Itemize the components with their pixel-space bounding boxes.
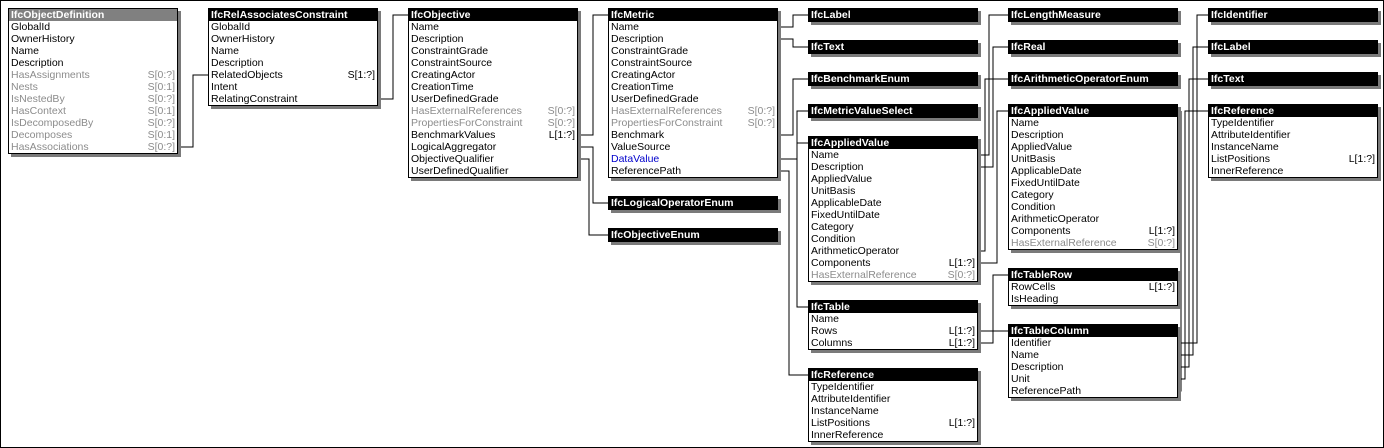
attribute-row[interactable] bbox=[209, 69, 377, 81]
attribute-name: UserDefinedQualifier bbox=[411, 165, 509, 177]
attribute-row[interactable] bbox=[1009, 337, 1177, 349]
entity-ifcreference-2[interactable] bbox=[1208, 104, 1378, 178]
attribute-name: Category bbox=[811, 221, 854, 233]
attribute-name: CreatingActor bbox=[611, 69, 676, 81]
attribute-row[interactable] bbox=[809, 269, 977, 281]
attribute-row[interactable] bbox=[609, 69, 777, 81]
attribute-name: Components bbox=[1011, 225, 1071, 237]
attribute-name: Identifier bbox=[1011, 337, 1052, 349]
attribute-row[interactable] bbox=[409, 33, 577, 45]
attribute-row[interactable] bbox=[209, 93, 377, 105]
entity-title[interactable]: IfcBenchmarkEnum bbox=[809, 73, 977, 85]
attribute-name: FixedUntilDate bbox=[811, 209, 880, 221]
attribute-row[interactable] bbox=[209, 81, 377, 93]
attribute-cardinality: S[0:?] bbox=[547, 105, 575, 117]
attribute-name: HasAssociations bbox=[11, 141, 89, 153]
entity-title[interactable]: IfcReference bbox=[1209, 105, 1377, 117]
attribute-cardinality: S[0:?] bbox=[1147, 237, 1175, 249]
entity-title[interactable]: IfcLabel bbox=[1209, 41, 1377, 53]
attribute-cardinality: S[0:?] bbox=[147, 117, 175, 129]
attribute-name: Condition bbox=[811, 233, 856, 245]
attribute-name: Columns bbox=[811, 337, 853, 349]
attribute-name: AppliedValue bbox=[811, 173, 873, 185]
attribute-row[interactable] bbox=[809, 209, 977, 221]
attribute-row[interactable] bbox=[9, 69, 177, 81]
attribute-row[interactable] bbox=[409, 129, 577, 141]
attribute-cardinality: S[1:?] bbox=[347, 69, 375, 81]
attribute-row[interactable] bbox=[409, 69, 577, 81]
attribute-row[interactable] bbox=[809, 221, 977, 233]
entity-ifcappliedvalue-1[interactable] bbox=[808, 136, 978, 282]
attribute-row[interactable] bbox=[9, 105, 177, 117]
attribute-cardinality: S[0:1] bbox=[147, 105, 175, 117]
attribute-row[interactable] bbox=[409, 141, 577, 153]
attribute-row[interactable] bbox=[1209, 153, 1377, 165]
attribute-cardinality: S[0:?] bbox=[147, 69, 175, 81]
attribute-row[interactable] bbox=[1209, 117, 1377, 129]
attribute-cardinality: L[1:?] bbox=[948, 325, 975, 337]
attribute-name: HasExternalReference bbox=[811, 269, 917, 281]
attribute-row[interactable] bbox=[609, 129, 777, 141]
attribute-row[interactable] bbox=[809, 417, 977, 429]
attribute-name: InstanceName bbox=[811, 405, 879, 417]
entity-title[interactable]: IfcReference bbox=[809, 369, 977, 381]
entity-ifcreal[interactable] bbox=[1008, 40, 1178, 54]
attribute-name: Name bbox=[411, 21, 440, 33]
attribute-row[interactable] bbox=[809, 325, 977, 337]
attribute-name: Nests bbox=[11, 81, 38, 93]
attribute-row[interactable] bbox=[409, 165, 577, 177]
entity-title[interactable]: IfcObjectDefinition bbox=[9, 9, 177, 21]
attribute-row[interactable] bbox=[609, 153, 777, 165]
attribute-row[interactable] bbox=[809, 173, 977, 185]
attribute-row[interactable] bbox=[1009, 349, 1177, 361]
entity-title[interactable]: IfcText bbox=[1209, 73, 1377, 85]
attribute-name: RelatedObjects bbox=[211, 69, 283, 81]
attribute-cardinality: S[0:1] bbox=[147, 81, 175, 93]
attribute-name: TypeIdentifier bbox=[1211, 117, 1275, 129]
entity-ifctext-2[interactable] bbox=[1208, 72, 1378, 86]
attribute-row[interactable] bbox=[1009, 293, 1177, 305]
attribute-row[interactable] bbox=[1209, 141, 1377, 153]
attribute-cardinality: S[0:?] bbox=[747, 105, 775, 117]
attribute-row[interactable] bbox=[809, 381, 977, 393]
attribute-row[interactable] bbox=[609, 45, 777, 57]
entity-ifcobjectiveenum[interactable] bbox=[608, 228, 778, 242]
entity-ifcobjective[interactable] bbox=[408, 8, 578, 178]
attribute-name: Intent bbox=[211, 81, 238, 93]
attribute-name: AttributeIdentifier bbox=[811, 393, 891, 405]
attribute-name: FixedUntilDate bbox=[1011, 177, 1080, 189]
entity-title[interactable]: IfcObjectiveEnum bbox=[609, 229, 777, 241]
attribute-name: LogicalAggregator bbox=[411, 141, 497, 153]
attribute-name: PropertiesForConstraint bbox=[411, 117, 523, 129]
entity-ifclengthmeasure[interactable] bbox=[1008, 8, 1178, 22]
entity-ifclabel-2[interactable] bbox=[1208, 40, 1378, 54]
attribute-row[interactable] bbox=[809, 313, 977, 325]
attribute-name: ListPositions bbox=[1211, 153, 1270, 165]
attribute-row[interactable] bbox=[609, 141, 777, 153]
attribute-row[interactable] bbox=[809, 161, 977, 173]
attribute-cardinality: S[0:?] bbox=[147, 141, 175, 153]
attribute-name: HasAssignments bbox=[11, 69, 90, 81]
attribute-row[interactable] bbox=[1209, 129, 1377, 141]
attribute-name: Name bbox=[211, 45, 240, 57]
attribute-name: InnerReference bbox=[1211, 165, 1284, 177]
attribute-row[interactable] bbox=[1009, 129, 1177, 141]
attribute-name: PropertiesForConstraint bbox=[611, 117, 723, 129]
attribute-row[interactable] bbox=[1009, 153, 1177, 165]
attribute-name: GlobalId bbox=[211, 21, 251, 33]
attribute-row[interactable] bbox=[809, 405, 977, 417]
entity-title[interactable]: IfcAppliedValue bbox=[809, 137, 977, 149]
attribute-name: Name bbox=[1011, 349, 1040, 361]
entity-title[interactable]: IfcTableColumn bbox=[1009, 325, 1177, 337]
entity-title[interactable]: IfcIdentifier bbox=[1209, 9, 1377, 21]
entity-title[interactable]: IfcArithmeticOperatorEnum bbox=[1009, 73, 1177, 85]
attribute-name: ConstraintSource bbox=[611, 57, 693, 69]
attribute-row[interactable] bbox=[409, 21, 577, 33]
attribute-name: ListPositions bbox=[811, 417, 870, 429]
attribute-name: CreatingActor bbox=[411, 69, 476, 81]
attribute-cardinality: S[0:?] bbox=[747, 117, 775, 129]
attribute-row[interactable] bbox=[409, 81, 577, 93]
attribute-row[interactable] bbox=[609, 117, 777, 129]
attribute-row[interactable] bbox=[9, 33, 177, 45]
attribute-name: CreationTime bbox=[411, 81, 474, 93]
attribute-row[interactable] bbox=[809, 393, 977, 405]
attribute-name: OwnerHistory bbox=[11, 33, 75, 45]
attribute-row[interactable] bbox=[1009, 361, 1177, 373]
entity-ifctablerow[interactable] bbox=[1008, 268, 1178, 306]
attribute-row[interactable] bbox=[9, 129, 177, 141]
attribute-row[interactable] bbox=[609, 93, 777, 105]
entity-title[interactable]: IfcAppliedValue bbox=[1009, 105, 1177, 117]
attribute-row[interactable] bbox=[1009, 213, 1177, 225]
attribute-name: RelatingConstraint bbox=[211, 93, 298, 105]
entity-ifctablecolumn[interactable] bbox=[1008, 324, 1178, 398]
entity-ifclabel-1[interactable] bbox=[808, 8, 978, 22]
entity-title[interactable]: IfcMetric bbox=[609, 9, 777, 21]
attribute-name: IsHeading bbox=[1011, 293, 1059, 305]
attribute-row[interactable] bbox=[1009, 117, 1177, 129]
attribute-cardinality: L[1:?] bbox=[1348, 153, 1375, 165]
attribute-row[interactable] bbox=[1009, 201, 1177, 213]
entity-title[interactable]: IfcTable bbox=[809, 301, 977, 313]
attribute-row[interactable] bbox=[409, 93, 577, 105]
attribute-row[interactable] bbox=[409, 117, 577, 129]
attribute-row[interactable] bbox=[609, 57, 777, 69]
attribute-cardinality: L[1:?] bbox=[548, 129, 575, 141]
entity-ifctable[interactable] bbox=[808, 300, 978, 350]
attribute-row[interactable] bbox=[209, 33, 377, 45]
entity-ifctext-1[interactable] bbox=[808, 40, 978, 54]
attribute-name: Rows bbox=[811, 325, 838, 337]
attribute-cardinality: S[0:?] bbox=[547, 117, 575, 129]
attribute-name: ConstraintGrade bbox=[411, 45, 489, 57]
attribute-name: BenchmarkValues bbox=[411, 129, 496, 141]
attribute-row[interactable] bbox=[9, 141, 177, 153]
attribute-cardinality: S[0:?] bbox=[947, 269, 975, 281]
attribute-name: Description bbox=[811, 161, 864, 173]
attribute-cardinality: S[0:?] bbox=[147, 93, 175, 105]
attribute-name: AppliedValue bbox=[1011, 141, 1073, 153]
attribute-row[interactable] bbox=[809, 233, 977, 245]
attribute-name: HasContext bbox=[11, 105, 66, 117]
attribute-row[interactable] bbox=[409, 105, 577, 117]
attribute-name: Description bbox=[1011, 129, 1064, 141]
attribute-name: UserDefinedGrade bbox=[411, 93, 499, 105]
attribute-row[interactable] bbox=[1009, 177, 1177, 189]
attribute-row[interactable] bbox=[9, 21, 177, 33]
attribute-row[interactable] bbox=[1009, 165, 1177, 177]
attribute-name: HasExternalReferences bbox=[611, 105, 722, 117]
entity-ifcrelassociatesconstraint[interactable] bbox=[208, 8, 378, 106]
attribute-row[interactable] bbox=[1009, 385, 1177, 397]
attribute-name: RowCells bbox=[1011, 281, 1056, 293]
entity-ifcappliedvalue-2[interactable] bbox=[1008, 104, 1178, 250]
attribute-cardinality: L[1:?] bbox=[1148, 281, 1175, 293]
attribute-name: DataValue bbox=[611, 153, 660, 165]
attribute-name: Name bbox=[611, 21, 640, 33]
attribute-row[interactable] bbox=[609, 165, 777, 177]
attribute-row[interactable] bbox=[809, 429, 977, 441]
attribute-row[interactable] bbox=[9, 81, 177, 93]
attribute-name: AttributeIdentifier bbox=[1211, 129, 1291, 141]
attribute-row[interactable] bbox=[809, 337, 977, 349]
attribute-cardinality: S[0:1] bbox=[147, 129, 175, 141]
attribute-row[interactable] bbox=[809, 185, 977, 197]
entity-title[interactable]: IfcRelAssociatesConstraint bbox=[209, 9, 377, 21]
attribute-name: GlobalId bbox=[11, 21, 51, 33]
attribute-cardinality: L[1:?] bbox=[948, 257, 975, 269]
attribute-name: ObjectiveQualifier bbox=[411, 153, 494, 165]
attribute-row[interactable] bbox=[209, 45, 377, 57]
attribute-name: ReferencePath bbox=[611, 165, 682, 177]
attribute-row[interactable] bbox=[609, 81, 777, 93]
attribute-name: IsNestedBy bbox=[11, 93, 65, 105]
attribute-name: HasExternalReferences bbox=[411, 105, 522, 117]
attribute-name: ArithmeticOperator bbox=[811, 245, 900, 257]
entity-ifclogicaloperatorenum[interactable] bbox=[608, 196, 778, 210]
attribute-name: IsDecomposedBy bbox=[11, 117, 94, 129]
entity-title[interactable]: IfcTableRow bbox=[1009, 269, 1177, 281]
entity-title[interactable]: IfcMetricValueSelect bbox=[809, 105, 977, 117]
attribute-row[interactable] bbox=[809, 245, 977, 257]
attribute-name: Benchmark bbox=[611, 129, 665, 141]
attribute-name: ValueSource bbox=[611, 141, 671, 153]
attribute-name: HasExternalReference bbox=[1011, 237, 1117, 249]
attribute-name: Description bbox=[211, 57, 264, 69]
attribute-row[interactable] bbox=[209, 21, 377, 33]
attribute-name: Name bbox=[1011, 117, 1040, 129]
entity-ifcreference-1[interactable] bbox=[808, 368, 978, 442]
entity-title[interactable]: IfcReal bbox=[1009, 41, 1177, 53]
attribute-row[interactable] bbox=[1009, 141, 1177, 153]
attribute-name: Decomposes bbox=[11, 129, 73, 141]
attribute-row[interactable] bbox=[609, 33, 777, 45]
attribute-row[interactable] bbox=[1009, 189, 1177, 201]
entity-ifcmetricvalueselect[interactable] bbox=[808, 104, 978, 118]
attribute-name: ArithmeticOperator bbox=[1011, 213, 1100, 225]
attribute-row[interactable] bbox=[1009, 373, 1177, 385]
entity-ifcidentifier[interactable] bbox=[1208, 8, 1378, 22]
attribute-row[interactable] bbox=[809, 197, 977, 209]
attribute-name: Description bbox=[11, 57, 64, 69]
attribute-name: InnerReference bbox=[811, 429, 884, 441]
entity-title[interactable]: IfcLabel bbox=[809, 9, 977, 21]
entity-ifcobjectdefinition[interactable] bbox=[8, 8, 178, 154]
attribute-name: Description bbox=[411, 33, 464, 45]
attribute-cardinality: L[1:?] bbox=[948, 417, 975, 429]
attribute-row[interactable] bbox=[1009, 225, 1177, 237]
attribute-name: Category bbox=[1011, 189, 1054, 201]
attribute-row[interactable] bbox=[609, 105, 777, 117]
entity-title[interactable]: IfcText bbox=[809, 41, 977, 53]
attribute-name: ReferencePath bbox=[1011, 385, 1082, 397]
attribute-row[interactable] bbox=[9, 93, 177, 105]
attribute-name: UnitBasis bbox=[1011, 153, 1056, 165]
attribute-name: UserDefinedGrade bbox=[611, 93, 699, 105]
attribute-name: ConstraintSource bbox=[411, 57, 493, 69]
attribute-row[interactable] bbox=[409, 57, 577, 69]
attribute-row[interactable] bbox=[609, 21, 777, 33]
attribute-row[interactable] bbox=[9, 57, 177, 69]
entity-title[interactable]: IfcLogicalOperatorEnum bbox=[609, 197, 777, 209]
attribute-name: CreationTime bbox=[611, 81, 674, 93]
entity-ifcarithmeticoperatorenum[interactable] bbox=[1008, 72, 1178, 86]
entity-title[interactable]: IfcObjective bbox=[409, 9, 577, 21]
attribute-cardinality: L[1:?] bbox=[1148, 225, 1175, 237]
attribute-name: Description bbox=[1011, 361, 1064, 373]
entity-title[interactable]: IfcLengthMeasure bbox=[1009, 9, 1177, 21]
attribute-row[interactable] bbox=[1009, 237, 1177, 249]
entity-ifcmetric[interactable] bbox=[608, 8, 778, 178]
attribute-name: ApplicableDate bbox=[811, 197, 882, 209]
attribute-row[interactable] bbox=[1209, 165, 1377, 177]
attribute-name: TypeIdentifier bbox=[811, 381, 875, 393]
attribute-row[interactable] bbox=[9, 45, 177, 57]
attribute-row[interactable] bbox=[409, 45, 577, 57]
entity-ifcbenchmarkenum[interactable] bbox=[808, 72, 978, 86]
attribute-name: Name bbox=[811, 313, 840, 325]
attribute-row[interactable] bbox=[809, 149, 977, 161]
attribute-row[interactable] bbox=[209, 57, 377, 69]
attribute-name: Condition bbox=[1011, 201, 1056, 213]
attribute-row[interactable] bbox=[9, 117, 177, 129]
attribute-name: InstanceName bbox=[1211, 141, 1279, 153]
attribute-name: ConstraintGrade bbox=[611, 45, 689, 57]
attribute-row[interactable] bbox=[1009, 281, 1177, 293]
attribute-name: ApplicableDate bbox=[1011, 165, 1082, 177]
attribute-name: Name bbox=[811, 149, 840, 161]
attribute-row[interactable] bbox=[409, 153, 577, 165]
attribute-name: Unit bbox=[1011, 373, 1030, 385]
attribute-name: OwnerHistory bbox=[211, 33, 275, 45]
attribute-name: UnitBasis bbox=[811, 185, 856, 197]
attribute-name: Description bbox=[611, 33, 664, 45]
attribute-cardinality: L[1:?] bbox=[948, 337, 975, 349]
attribute-name: Components bbox=[811, 257, 871, 269]
attribute-row[interactable] bbox=[809, 257, 977, 269]
attribute-name: Name bbox=[11, 45, 40, 57]
